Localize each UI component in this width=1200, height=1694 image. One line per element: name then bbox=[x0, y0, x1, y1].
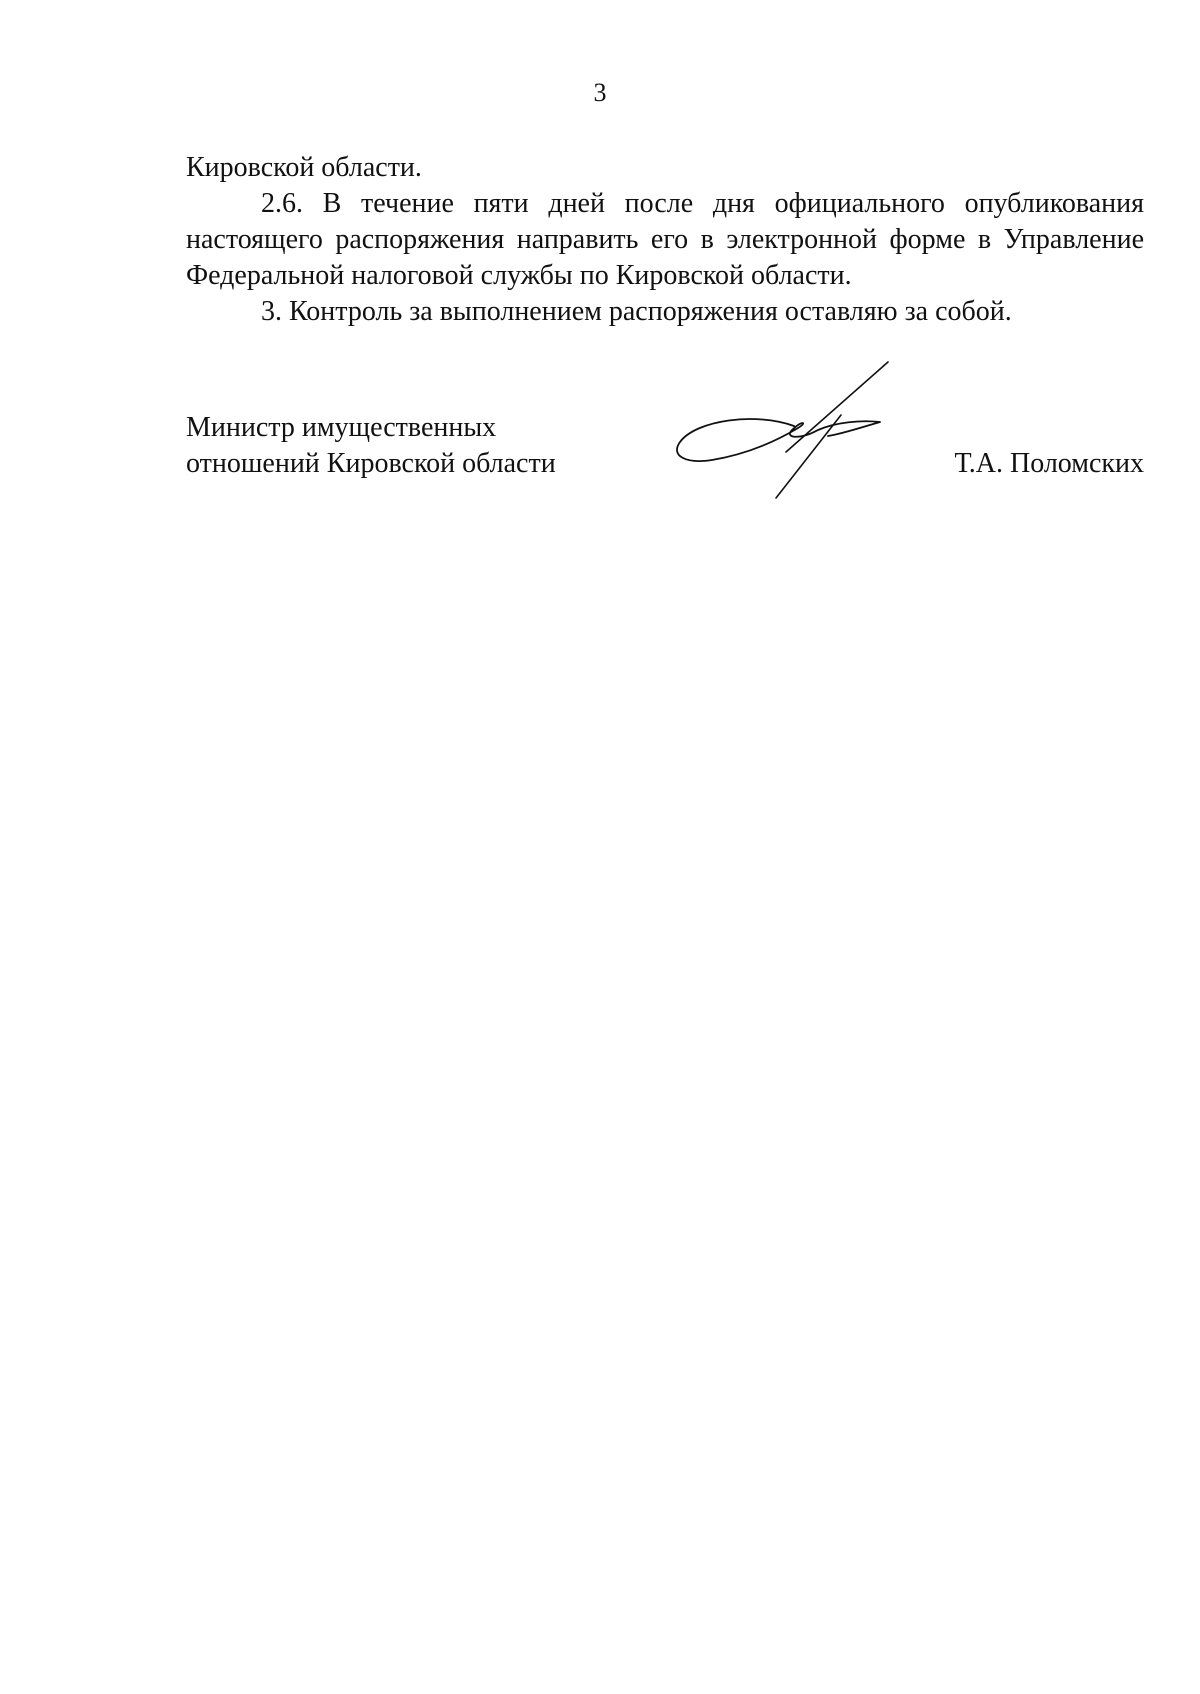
paragraph-continuation: Кировской области. bbox=[186, 152, 422, 183]
signer-name: Т.А. Поломских bbox=[954, 448, 1144, 479]
paragraph-2-6: 2.6. В течение пяти дней после дня официального опубликования настоящего распоряжения направить его в электронной форме в Управление Федеральной налоговой службы по Кировской области. bbox=[186, 188, 1144, 291]
signature-block bbox=[186, 400, 1144, 520]
signer-position-line-2: отношений Кировской области bbox=[186, 448, 556, 479]
page-number: 3 bbox=[593, 78, 607, 107]
signer-position-line-1: Министр имущественных bbox=[186, 412, 497, 443]
signer-position bbox=[186, 410, 556, 482]
handwritten-signature bbox=[666, 360, 916, 500]
paragraph-3: 3. Контроль за выполнением распоряжения оставляю за собой. bbox=[261, 296, 1012, 327]
document-body bbox=[186, 150, 1144, 330]
